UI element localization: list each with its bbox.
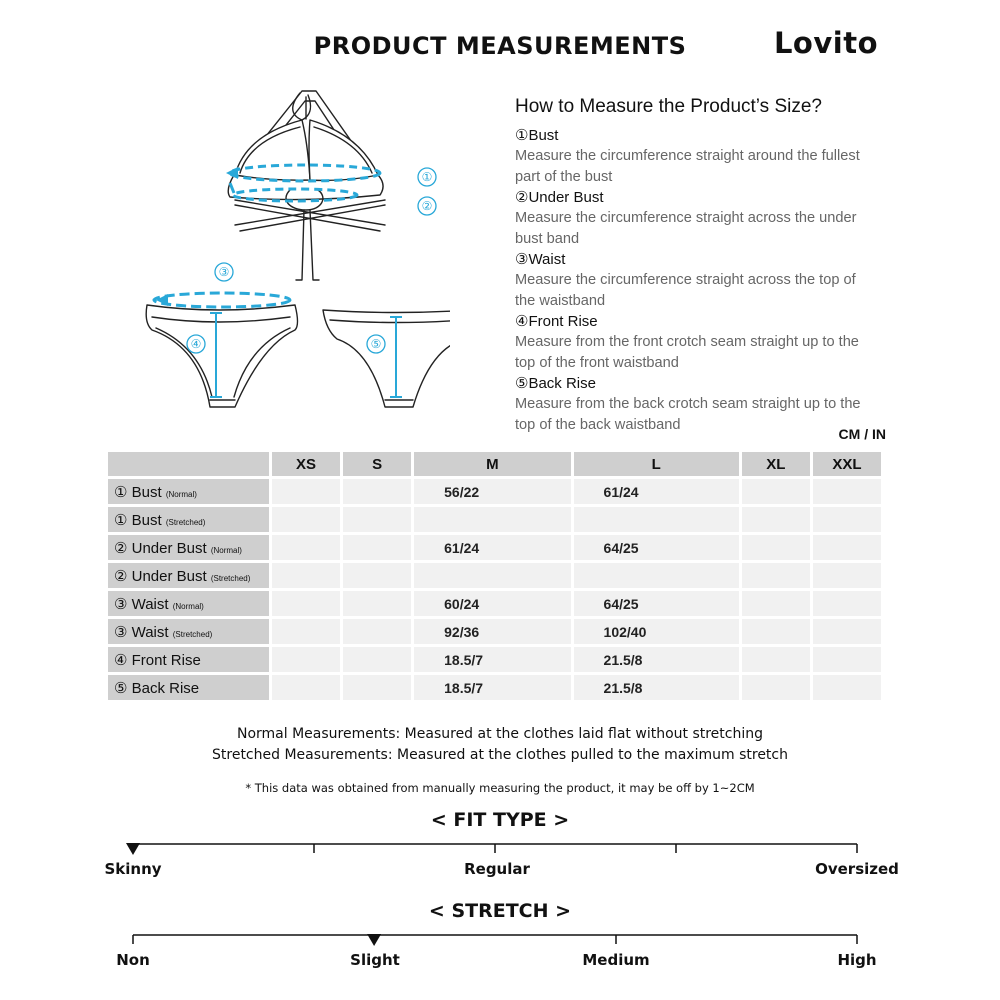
table-row — [108, 619, 881, 644]
unit-label: CM / IN — [838, 426, 886, 442]
measurement-label — [108, 619, 269, 644]
table-row — [108, 563, 881, 588]
size-column-header: XS — [272, 452, 340, 476]
marker-1: ① — [421, 170, 433, 184]
marker-2: ② — [421, 199, 433, 213]
size-value-cell — [343, 507, 411, 532]
size-value-cell — [742, 675, 810, 700]
measurement-name: ④ Front Rise — [114, 651, 201, 669]
measurement-name: ③ Waist — [114, 595, 169, 613]
stretch-title: < STRETCH > — [428, 900, 572, 922]
page-title: PRODUCT MEASUREMENTS — [313, 32, 687, 60]
measurement-condition: (Stretched) — [172, 629, 213, 639]
normal-measurement-note: Normal Measurements: Measured at the clothes laid flat without stretching — [237, 726, 763, 742]
size-value-cell — [742, 507, 810, 532]
measurement-name: ③ Waist — [114, 623, 169, 641]
size-value-cell: 18.5/7 — [414, 675, 570, 700]
size-value-cell: 64/25 — [574, 591, 739, 616]
size-value-cell: 60/24 — [414, 591, 570, 616]
size-value-cell — [813, 619, 881, 644]
stretch-label-non: Non — [116, 951, 150, 969]
size-value-cell: 21.5/8 — [574, 647, 739, 672]
fit-label-skinny: Skinny — [104, 860, 162, 878]
size-value-cell — [272, 535, 340, 560]
size-value-cell — [574, 563, 739, 588]
size-value-cell: 21.5/8 — [574, 675, 739, 700]
size-table — [105, 449, 884, 703]
size-value-cell — [813, 535, 881, 560]
measurement-condition: (Normal) — [210, 545, 242, 555]
marker-3: ③ — [218, 265, 230, 279]
size-value-cell: 92/36 — [414, 619, 570, 644]
size-column-header: XXL — [813, 452, 881, 476]
measurement-condition: (Normal) — [172, 601, 204, 611]
size-value-cell — [343, 535, 411, 560]
measurement-label — [108, 591, 269, 616]
size-value-cell — [813, 507, 881, 532]
size-value-cell — [343, 675, 411, 700]
measurement-label — [108, 479, 269, 504]
stretched-measurement-note: Stretched Measurements: Measured at the clothes pulled to the maximum stretch — [212, 747, 788, 763]
size-value-cell — [414, 507, 570, 532]
guide-item-heading: ②Under Bust — [515, 189, 604, 206]
size-value-cell: 61/24 — [414, 535, 570, 560]
measurement-condition: (Normal) — [165, 489, 197, 499]
measurement-label — [108, 507, 269, 532]
size-value-cell — [742, 479, 810, 504]
size-value-cell — [272, 591, 340, 616]
measurement-name: ① Bust — [114, 483, 162, 501]
size-value-cell — [742, 619, 810, 644]
size-value-cell — [272, 563, 340, 588]
size-value-cell: 64/25 — [574, 535, 739, 560]
measure-guide-title: How to Measure the Product’s Size? — [515, 96, 822, 117]
size-value-cell: 56/22 — [414, 479, 570, 504]
guide-item-description: Measure from the back crotch seam straight up to the top of the back waistband — [515, 396, 861, 433]
guide-item-description: Measure the circumference straight across the under bust band — [515, 210, 857, 247]
size-value-cell — [742, 591, 810, 616]
size-value-cell — [742, 535, 810, 560]
size-value-cell — [272, 619, 340, 644]
size-value-cell — [742, 647, 810, 672]
measurement-name: ⑤ Back Rise — [114, 679, 200, 697]
guide-item-heading: ④Front Rise — [515, 313, 598, 330]
table-row — [108, 675, 881, 700]
marker-4: ④ — [190, 337, 202, 351]
size-value-cell: 61/24 — [574, 479, 739, 504]
measurement-disclaimer: * This data was obtained from manually measuring the product, it may be off by 1~2CM — [245, 781, 755, 795]
size-value-cell — [343, 479, 411, 504]
guide-item-heading: ⑤Back Rise — [515, 375, 596, 392]
size-value-cell: 102/40 — [574, 619, 739, 644]
size-value-cell — [414, 563, 570, 588]
size-value-cell — [343, 563, 411, 588]
table-corner — [108, 452, 269, 476]
guide-item-description: Measure the circumference straight around the fullest part of the bust — [515, 148, 860, 185]
fit-type-scale — [0, 836, 1000, 860]
size-column-header: M — [414, 452, 570, 476]
measurement-name: ① Bust — [114, 511, 162, 529]
size-value-cell — [813, 675, 881, 700]
size-value-cell — [272, 647, 340, 672]
stretch-indicator — [367, 934, 381, 946]
size-value-cell — [813, 647, 881, 672]
guide-item-description: Measure the circumference straight across the top of the waistband — [515, 272, 856, 309]
garment-diagram — [130, 85, 450, 420]
size-value-cell — [343, 591, 411, 616]
measurement-name: ② Under Bust — [114, 539, 207, 557]
size-value-cell — [343, 619, 411, 644]
measurement-condition: (Stretched) — [165, 517, 206, 527]
size-value-cell — [272, 507, 340, 532]
size-value-cell: 18.5/7 — [414, 647, 570, 672]
fit-label-oversized: Oversized — [815, 860, 899, 878]
brand-logo: Lovito — [773, 26, 878, 60]
guide-item-heading: ③Waist — [515, 251, 566, 268]
table-header-row — [108, 452, 881, 476]
table-row — [108, 647, 881, 672]
measurement-label — [108, 647, 269, 672]
measure-guide — [515, 126, 865, 436]
measurement-label — [108, 535, 269, 560]
stretch-label-high: High — [837, 951, 877, 969]
stretch-scale — [0, 927, 1000, 951]
guide-item-heading: ①Bust — [515, 127, 559, 144]
measurement-label — [108, 675, 269, 700]
stretch-label-slight: Slight — [350, 951, 400, 969]
stretch-label-medium: Medium — [582, 951, 650, 969]
table-row — [108, 535, 881, 560]
size-column-header: L — [574, 452, 739, 476]
size-value-cell — [813, 563, 881, 588]
guide-item-description: Measure from the front crotch seam straight up to the top of the front waistband — [515, 334, 859, 371]
measurement-name: ② Under Bust — [114, 567, 207, 585]
marker-5: ⑤ — [370, 337, 382, 351]
size-value-cell — [272, 479, 340, 504]
table-row — [108, 479, 881, 504]
size-value-cell — [742, 563, 810, 588]
table-row — [108, 591, 881, 616]
size-column-header: XL — [742, 452, 810, 476]
size-column-header: S — [343, 452, 411, 476]
fit-type-indicator — [126, 843, 140, 855]
fit-label-regular: Regular — [464, 860, 530, 878]
size-value-cell — [574, 507, 739, 532]
size-value-cell — [272, 675, 340, 700]
fit-type-title: < FIT TYPE > — [430, 809, 570, 831]
table-row — [108, 507, 881, 532]
size-value-cell — [343, 647, 411, 672]
size-value-cell — [813, 479, 881, 504]
measurement-label — [108, 563, 269, 588]
measurement-condition: (Stretched) — [210, 573, 251, 583]
size-value-cell — [813, 591, 881, 616]
